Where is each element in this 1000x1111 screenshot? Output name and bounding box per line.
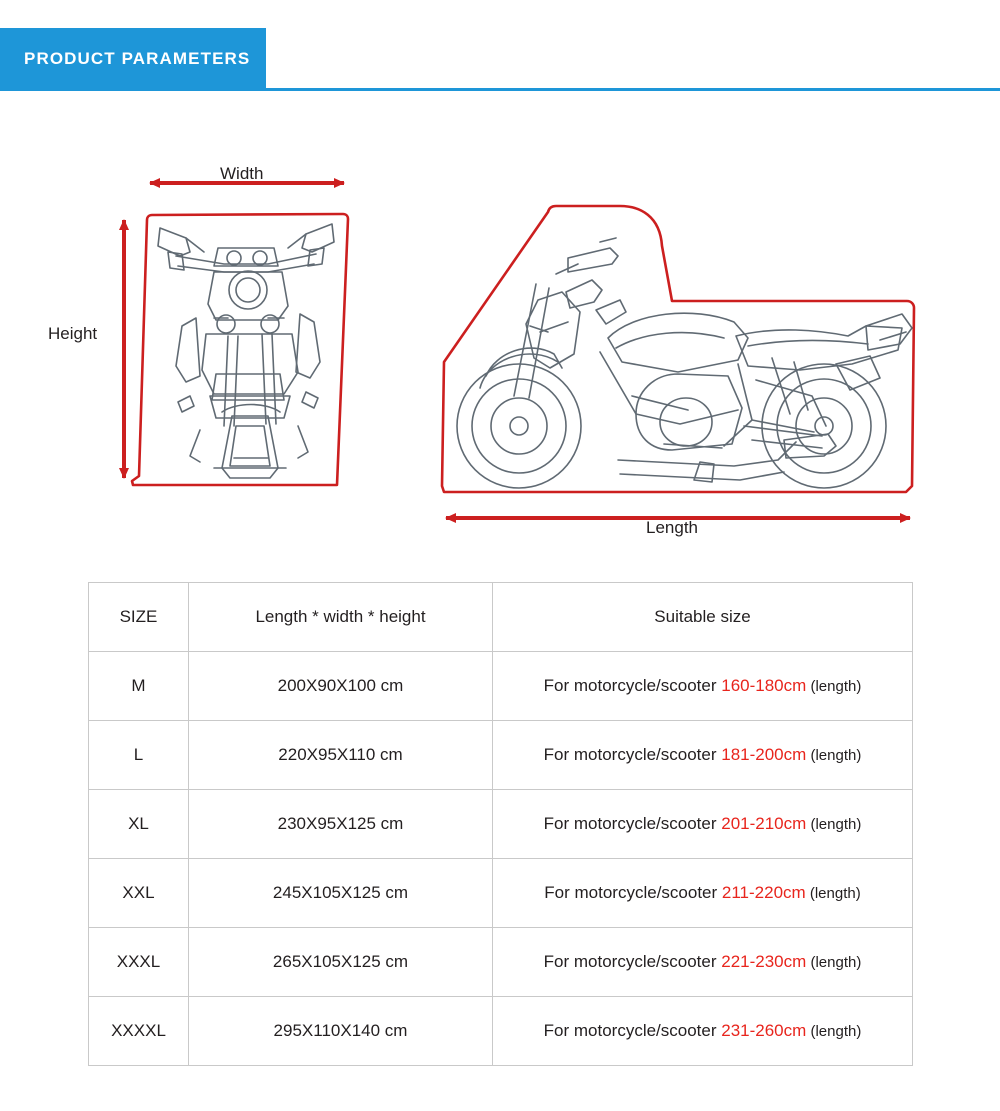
suitable-prefix: For motorcycle/scooter <box>543 1021 722 1040</box>
size-table <box>88 582 913 1066</box>
table-row <box>89 652 913 721</box>
table-row <box>89 859 913 928</box>
suitable-suffix: (length) <box>806 816 862 833</box>
cell-size: L <box>89 721 189 790</box>
cell-suitable <box>493 652 913 721</box>
size-chart <box>88 582 912 1066</box>
suitable-suffix: (length) <box>806 678 862 695</box>
table-row <box>89 928 913 997</box>
suitable-range: 211-220cm <box>721 883 806 902</box>
cell-suitable <box>493 928 913 997</box>
cell-dimensions: 230X95X125 cm <box>189 790 493 859</box>
suitable-prefix: For motorcycle/scooter <box>543 676 722 695</box>
suitable-range: 181-200cm <box>721 745 807 764</box>
suitable-prefix: For motorcycle/scooter <box>543 952 722 971</box>
cell-dimensions: 295X110X140 cm <box>189 997 493 1066</box>
diagram-svg <box>0 96 1000 566</box>
cell-dimensions: 265X105X125 cm <box>189 928 493 997</box>
cell-size: XL <box>89 790 189 859</box>
cell-suitable <box>493 790 913 859</box>
height-label: Height <box>48 324 98 343</box>
table-header-row <box>89 583 913 652</box>
cell-suitable <box>493 721 913 790</box>
page-title: PRODUCT PARAMETERS <box>24 49 251 68</box>
cell-suitable <box>493 997 913 1066</box>
header-size: SIZE <box>89 583 189 652</box>
cell-size: XXXL <box>89 928 189 997</box>
table-row <box>89 997 913 1066</box>
suitable-range: 201-210cm <box>721 814 807 833</box>
suitable-prefix: For motorcycle/scooter <box>544 883 722 902</box>
motorcycle-front-view-icon <box>158 224 334 478</box>
suitable-range: 160-180cm <box>721 676 807 695</box>
cell-dimensions: 220X95X110 cm <box>189 721 493 790</box>
suitable-suffix: (length) <box>806 1023 862 1040</box>
header-divider <box>0 88 1000 91</box>
suitable-suffix: (length) <box>806 954 862 971</box>
dimension-diagram <box>0 96 1000 566</box>
header-dimensions: Length * width * height <box>189 583 493 652</box>
header-suitable: Suitable size <box>493 583 913 652</box>
cell-suitable <box>493 859 913 928</box>
table-row <box>89 790 913 859</box>
cell-size: XXL <box>89 859 189 928</box>
width-label: Width <box>220 164 264 183</box>
suitable-prefix: For motorcycle/scooter <box>543 745 722 764</box>
table-row <box>89 721 913 790</box>
cell-size: XXXXL <box>89 997 189 1066</box>
motorcycle-side-view-icon <box>457 238 912 488</box>
cell-size: M <box>89 652 189 721</box>
suitable-prefix: For motorcycle/scooter <box>543 814 722 833</box>
cell-dimensions: 245X105X125 cm <box>189 859 493 928</box>
page-header <box>0 0 1000 96</box>
suitable-range: 221-230cm <box>721 952 807 971</box>
suitable-suffix: (length) <box>806 747 862 764</box>
length-label: Length <box>646 518 698 537</box>
cell-dimensions: 200X90X100 cm <box>189 652 493 721</box>
suitable-suffix: (length) <box>805 885 861 902</box>
suitable-range: 231-260cm <box>721 1021 807 1040</box>
